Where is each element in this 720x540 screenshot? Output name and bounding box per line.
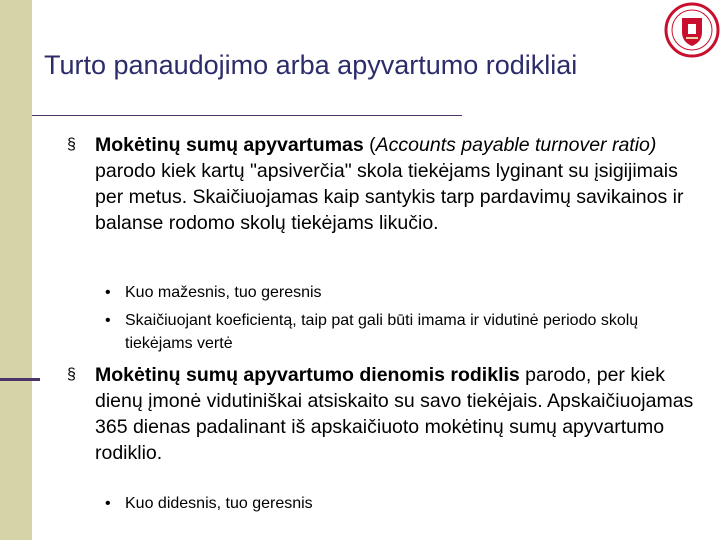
sub-bullet-marker: •	[105, 495, 111, 512]
bullet-heading: Mokėtinų sumų apyvartumo dienomis rodiklis	[95, 364, 520, 386]
sub-bullet-text: Kuo mažesnis, tuo geresnis	[125, 284, 322, 301]
bullet-text: (	[363, 134, 376, 156]
bullet-italic-term: Accounts payable turnover ratio)	[375, 134, 657, 156]
sub-bullet-marker: •	[105, 312, 111, 329]
sub-bullet	[105, 309, 685, 355]
bullet-text: parodo kiek kartų "apsiverčia" skola tiekėjams lyginant su įsigijimais per metus. Skaičiuojamas kaip santykis tarp pardavimų savikainos ir balanse rodomo skolų tiekėjams likučio.	[95, 160, 684, 234]
bullet-payables-days	[67, 362, 695, 466]
title-divider	[32, 115, 462, 116]
left-decorative-bar	[0, 0, 32, 540]
sub-bullet	[105, 281, 685, 304]
bullet-text: parodo, per kiek dienų įmonė vidutiniškai atsiskaito su savo tiekėjais. Apskaičiuojamas 365 dienas padalinant iš apskaičiuoto mokėtinų sumų apyvartumo rodiklio.	[95, 364, 694, 464]
bullet-marker: §	[67, 136, 76, 153]
sub-bullet-text: Skaičiuojant koeficientą, taip pat gali būti imama ir vidutinė periodo skolų tiekėjams vertė	[125, 312, 639, 352]
sub-bullet-text: Kuo didesnis, tuo geresnis	[125, 495, 313, 512]
sub-bullet-marker: •	[105, 284, 111, 301]
bullet-heading: Mokėtinų sumų apyvartumas	[95, 134, 364, 156]
slide-title: Turto panaudojimo arba apyvartumo rodikliai	[44, 50, 578, 80]
bullet-payables-turnover	[67, 132, 695, 236]
left-accent-line	[0, 378, 40, 381]
bullet-marker: §	[67, 366, 76, 383]
sub-bullet	[105, 492, 685, 515]
